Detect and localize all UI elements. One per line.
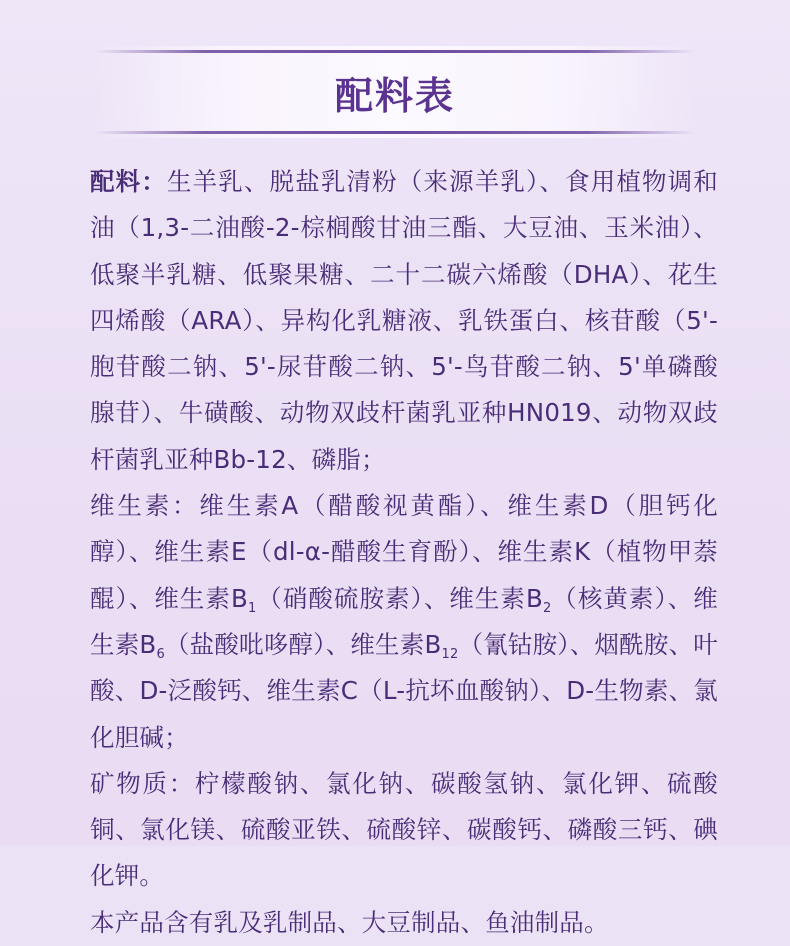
title-rule-bottom xyxy=(95,131,695,134)
ingredients-label: 配料： xyxy=(90,167,167,196)
vitamin-b6-subscript: 6 xyxy=(156,646,165,662)
vitamin-b12-subscript: 12 xyxy=(441,646,459,662)
vitamins-text-4: （盐酸吡哆醇）、维生素B xyxy=(164,629,442,659)
ingredient-list xyxy=(90,159,718,946)
title-rule-top xyxy=(95,50,695,53)
vitamins-text-3: （核黄素）、维生素B xyxy=(90,583,718,659)
page-title: 配料表 xyxy=(334,73,455,118)
vitamins-paragraph xyxy=(90,483,718,761)
title-banner xyxy=(95,46,695,138)
vitamin-b2-subscript: 2 xyxy=(542,600,552,616)
allergen-notice: 本产品含有乳及乳制品、大豆制品、鱼油制品。 xyxy=(90,907,609,937)
vitamins-text-2: （硝酸硫胺素）、维生素B xyxy=(256,583,543,613)
vitamins-text-1: 维生素A（醋酸视黄酯）、维生素D（胆钙化醇）、维生素E（dl-α-醋酸生育酚）、维生素K（植物甲萘醌）、维生素B xyxy=(90,491,719,613)
vitamins-label: 维生素： xyxy=(90,491,200,521)
minerals-paragraph xyxy=(90,761,718,900)
ingredients-text: 生羊乳、脱盐乳清粉（来源羊乳）、食用植物调和油（1,3-二油酸-2-棕榈酸甘油三酯、大豆油、玉米油）、低聚半乳糖、低聚果糖、二十二碳六烯酸（DHA）、花生四烯酸（ARA）、异构化乳糖液、乳铁蛋白、核苷酸（5'-胞苷酸二钠、5'-尿苷酸二钠、5'-鸟苷酸二钠、5'单磷酸腺苷）、牛磺酸、动物双歧杆菌乳亚种HN019、动物双歧杆菌乳亚种Bb-12、磷脂； xyxy=(90,167,718,474)
minerals-text: 柠檬酸钠、氯化钠、碳酸氢钠、氯化钾、硫酸铜、氯化镁、硫酸亚铁、硫酸锌、碳酸钙、磷酸三钙、碘化钾。 xyxy=(90,768,718,891)
minerals-label: 矿物质： xyxy=(90,768,195,798)
vitamin-b1-subscript: 1 xyxy=(247,600,257,616)
vitamins-text-5: （氰钴胺）、烟酰胺、叶酸、D-泛酸钙、维生素C（L-抗坏血酸钠）、D-生物素、氯化胆碱； xyxy=(90,629,718,752)
ingredients-paragraph xyxy=(90,159,718,483)
